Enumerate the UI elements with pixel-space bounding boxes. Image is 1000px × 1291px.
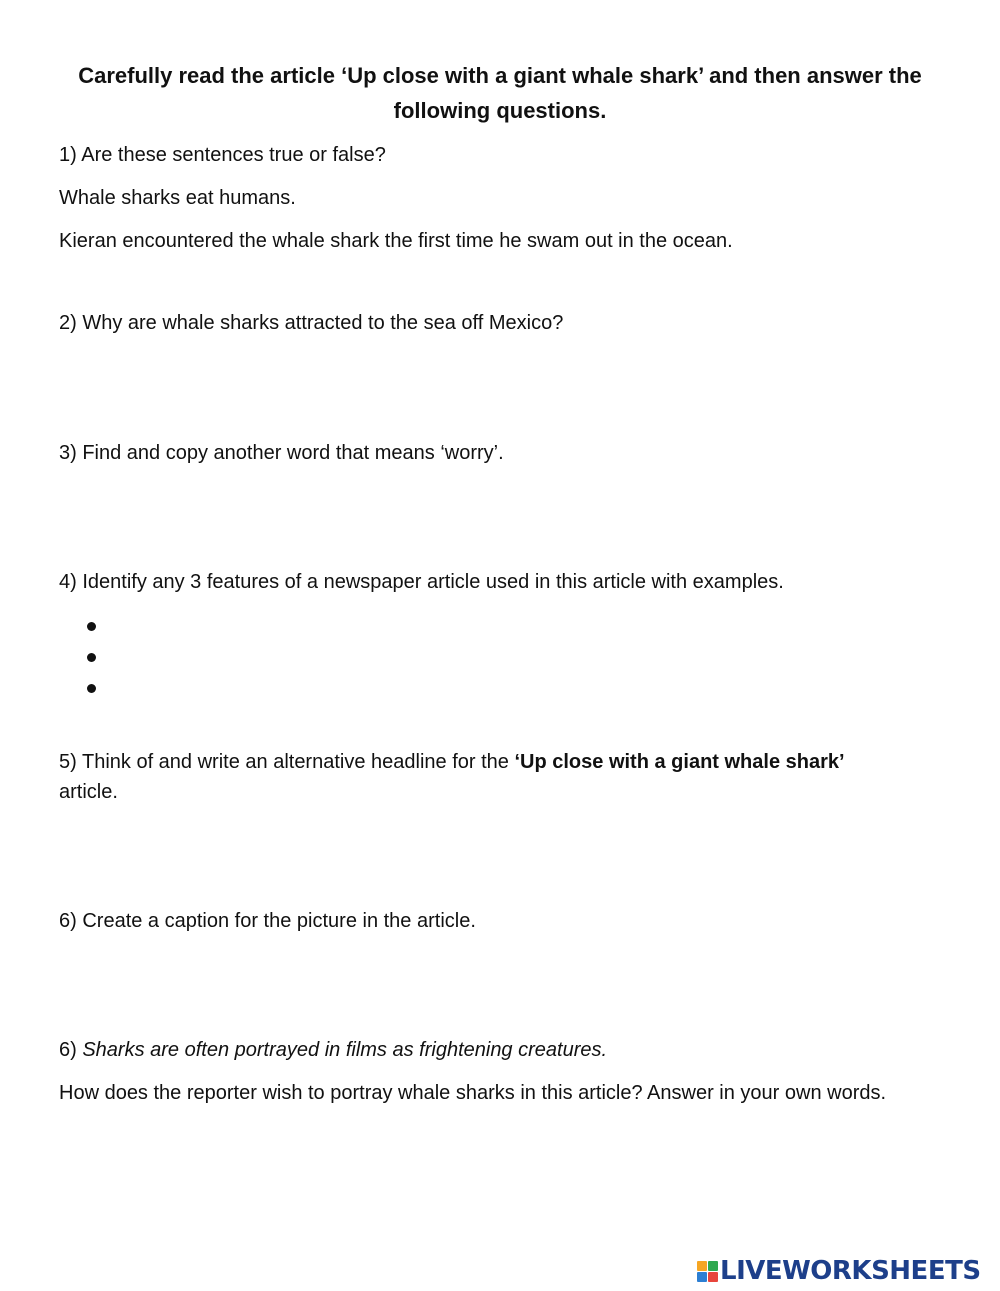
question-6-caption-prompt: 6) Create a caption for the picture in the article.	[59, 910, 476, 932]
question-6-number: 6)	[59, 1039, 83, 1061]
question-3-prompt: 3) Find and copy another word that means ‘worry’.	[59, 442, 504, 464]
title-line-2: following questions.	[393, 98, 607, 123]
bullet-point-3	[87, 684, 96, 693]
bullet-point-1	[87, 622, 96, 631]
question-6-statement	[59, 1037, 607, 1063]
bullet-point-2	[87, 653, 96, 662]
logo-mark-square-1	[697, 1261, 707, 1271]
question-5-article-title: ‘Up close with a giant whale shark’	[514, 751, 845, 773]
logo-mark-square-4	[708, 1272, 718, 1282]
question-6-portray-prompt: How does the reporter wish to portray whale sharks in this article? Answer in your own words.	[59, 1082, 887, 1104]
worksheet-title	[40, 58, 960, 128]
question-1-sentence-1: Whale sharks eat humans.	[59, 187, 296, 209]
liveworksheets-mark-icon	[697, 1261, 718, 1282]
logo-mark-square-2	[708, 1261, 718, 1271]
question-5-text: 5) Think of and write an alternative headline for the	[59, 751, 515, 773]
question-2-prompt: 2) Why are whale sharks attracted to the sea off Mexico?	[59, 312, 564, 334]
question-4-prompt: 4) Identify any 3 features of a newspaper article used in this article with examples.	[59, 571, 784, 593]
liveworksheets-wordmark: LIVEWORKSHEETS	[720, 1256, 981, 1286]
question-1-sentence-2: Kieran encountered the whale shark the first time he swam out in the ocean.	[59, 230, 733, 252]
logo-mark-square-3	[697, 1272, 707, 1282]
liveworksheets-logo	[697, 1254, 981, 1288]
question-5-prompt	[59, 749, 845, 775]
question-6-statement-text: Sharks are often portrayed in films as frightening creatures.	[82, 1039, 608, 1061]
question-1-prompt: 1) Are these sentences true or false?	[59, 144, 386, 166]
title-line-1: Carefully read the article ‘Up close with a giant whale shark’ and then answer the	[78, 63, 922, 88]
question-5-prompt-end: article.	[59, 781, 118, 803]
